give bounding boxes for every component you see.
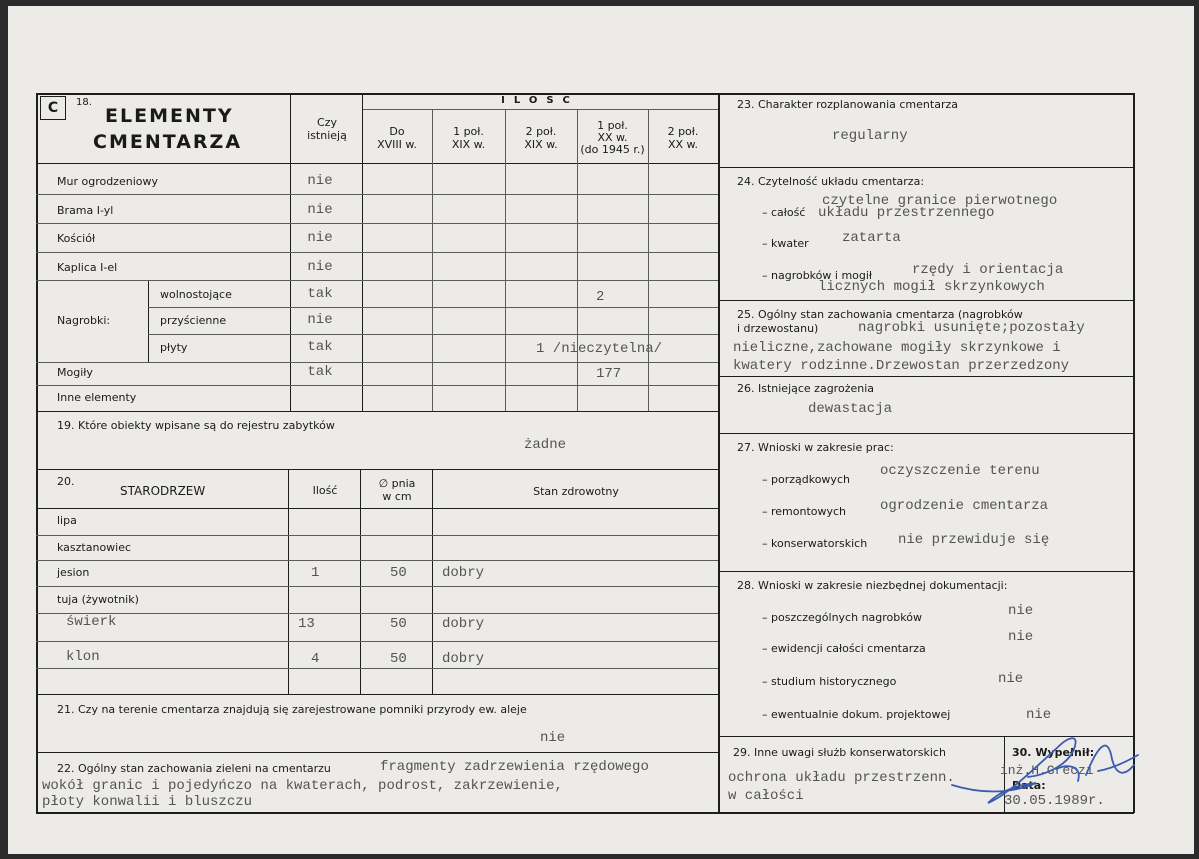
q24-calosc-l2: układu przestrzennego — [818, 205, 995, 221]
q30-label: 30. Wypełnił: — [1012, 746, 1095, 759]
q27-item-porzadkowych-value: oczyszczenie terenu — [880, 463, 1040, 479]
row-exists-brama: nie — [307, 202, 333, 218]
nagrobki-sub-wolnostojace: wolnostojące — [160, 288, 232, 301]
tree-name-tuja: tuja (żywotnik) — [57, 593, 139, 606]
q20-col-pnia — [362, 477, 432, 503]
row-label-mur: Mur ogrodzeniowy — [57, 175, 158, 188]
q24-kwater-label: – kwater — [762, 237, 809, 250]
q24-calosc-l1: czytelne granice pierwotnego — [822, 193, 1058, 209]
q20-col-pnia-l2: w cm — [382, 490, 412, 503]
nagrobki-sub-plyty: płyty — [160, 341, 188, 354]
q26-label: 26. Istniejące zagrożenia — [737, 382, 875, 395]
q22-label: 22. Ogólny stan zachowania zieleni na cmentarzu — [57, 762, 331, 775]
q28-item-nagrobkow-label: – poszczególnych nagrobków — [762, 611, 922, 624]
q29-line1: ochrona układu przestrzenn. — [728, 770, 955, 786]
tree-name-kasztanowiec: kasztanowiec — [57, 541, 132, 554]
q25-line2: nieliczne,zachowane mogiły skrzynkowe i — [733, 340, 1061, 356]
period-col-5-l2: XX w. — [667, 138, 699, 151]
q28-item-nagrobkow-value: nie — [1008, 603, 1034, 619]
period-col-1-l1: Do — [389, 125, 405, 138]
czy-header-line1: Czy — [317, 116, 337, 129]
q24-calosc-label: – całość — [762, 206, 806, 219]
period-col-2 — [432, 125, 505, 151]
nagrobki-count-wolnostojace: 2 — [596, 289, 605, 305]
q25-line1: nagrobki usunięte;pozostały — [858, 320, 1085, 336]
row-exists-mogily: tak — [307, 364, 333, 380]
period-col-1 — [362, 125, 432, 151]
q29-label: 29. Inne uwagi służb konserwatorskich — [733, 746, 946, 759]
q22-line3: płoty konwalii i bluszczu — [42, 794, 253, 810]
q28-item-studium-label: – studium historycznego — [762, 675, 897, 688]
q29-line2: w całości — [728, 788, 804, 804]
q25-label-l1: 25. Ogólny stan zachowania cmentarza (nagrobków — [737, 308, 1023, 321]
q24-nagrobkow-l1: rzędy i orientacja — [912, 262, 1064, 278]
section-title-line1: ELEMENTY — [105, 105, 234, 127]
q24-nagrobkow-label: – nagrobków i mogił — [762, 269, 873, 282]
period-col-4 — [577, 120, 648, 156]
tree-name-swierk: świerk — [66, 614, 117, 630]
q23-label: 23. Charakter rozplanowania cmentarza — [737, 98, 958, 111]
q27-item-konserwatorskich-label: – konserwatorskich — [762, 537, 868, 550]
period-col-3 — [505, 125, 577, 151]
q22-line1: fragmenty zadrzewienia rzędowego — [380, 759, 649, 775]
q28-item-ewidencji-value: nie — [1008, 629, 1034, 645]
section-title-line2: CMENTARZA — [93, 131, 243, 153]
nagrobki-exists-wolnostojace: tak — [307, 286, 333, 302]
row-count-mogily: 177 — [596, 366, 622, 382]
row-exists-kaplica: nie — [307, 259, 333, 275]
q28-item-studium-value: nie — [998, 671, 1024, 687]
nagrobki-count-plyty: 1 /nieczytelna/ — [536, 341, 663, 357]
q20-col-stan: Stan zdrowotny — [533, 485, 619, 498]
tree-diameter-swierk: 50 — [390, 616, 407, 632]
tree-count-klon: 4 — [311, 651, 320, 667]
q27-item-konserwatorskich-value: nie przewiduje się — [898, 532, 1050, 548]
period-col-5-l1: 2 poł. — [667, 125, 699, 138]
ilosc-header: ILOŚĆ — [501, 95, 579, 106]
tree-count-swierk: 13 — [298, 616, 315, 632]
q21-label: 21. Czy na terenie cmentarza znajdują się zarejestrowane pomniki przyrody ew. aleje — [57, 703, 527, 716]
tree-name-klon: klon — [66, 649, 100, 665]
q20-col-pnia-l1: ∅ pnia — [378, 477, 416, 490]
q20-number: 20. — [57, 475, 75, 488]
q27-item-porzadkowych-label: – porządkowych — [762, 473, 850, 486]
tree-diameter-klon: 50 — [390, 651, 407, 667]
period-col-3-l2: XIX w. — [524, 138, 558, 151]
tree-name-jesion: jesion — [57, 566, 90, 579]
q22-line2: wokół granic i pojedyńczo na kwaterach, podrost, zakrzewienie, — [42, 778, 563, 794]
period-col-4-l3: (do 1945 r.) — [580, 143, 645, 156]
row-exists-kosciol: nie — [307, 230, 333, 246]
nagrobki-exists-przyscienne: nie — [307, 312, 333, 328]
q23-value: regularny — [832, 128, 908, 144]
q27-item-remontowych-value: ogrodzenie cmentarza — [880, 498, 1049, 514]
row-label-brama: Brama I-yl — [57, 204, 114, 217]
q28-item-ewidencji-label: – ewidencji całości cmentarza — [762, 642, 926, 655]
q27-label: 27. Wnioski w zakresie prac: — [737, 441, 894, 454]
tree-name-lipa: lipa — [57, 514, 77, 527]
q24-kwater-value: zatarta — [842, 230, 901, 246]
q25-label-l2: i drzewostanu) — [737, 322, 819, 335]
q20-col-ilosc: Ilość — [312, 484, 338, 497]
handwritten-signature — [948, 725, 1158, 815]
q30-data-label: Data: — [1012, 779, 1046, 792]
tree-health-jesion: dobry — [442, 565, 485, 581]
q27-item-remontowych-label: – remontowych — [762, 505, 847, 518]
tree-health-klon: dobry — [442, 651, 485, 667]
q28-item-projektowej-value: nie — [1026, 707, 1052, 723]
period-col-3-l1: 2 poł. — [525, 125, 557, 138]
q24-label: 24. Czytelność układu cmentarza: — [737, 175, 925, 188]
q24-nagrobkow-l2: licznych mogił skrzynkowych — [818, 279, 1045, 295]
period-col-2-l1: 1 poł. — [453, 125, 484, 138]
tree-health-swierk: dobry — [442, 616, 485, 632]
period-col-4-l2: XX w. — [597, 131, 628, 144]
czy-header-line2: istnieją — [307, 129, 347, 142]
section-letter-box: C — [40, 96, 66, 120]
row-label-mogily: Mogiły — [57, 366, 93, 379]
q28-label: 28. Wnioski w zakresie niezbędnej dokumentacji: — [737, 579, 1008, 592]
q30-date: 30.05.1989r. — [1004, 793, 1105, 809]
tree-count-jesion: 1 — [311, 565, 320, 581]
row-exists-mur: nie — [307, 173, 333, 189]
q19-label: 19. Które obiekty wpisane są do rejestru zabytków — [57, 419, 335, 432]
period-col-5 — [648, 125, 718, 151]
nagrobki-exists-plyty: tak — [307, 339, 333, 355]
q19-value: żadne — [524, 437, 567, 453]
q26-value: dewastacja — [808, 401, 893, 417]
period-col-2-l2: XIX w. — [451, 138, 486, 151]
q20-title: STARODRZEW — [120, 484, 206, 498]
period-col-1-l2: XVIII w. — [377, 138, 417, 151]
q21-value: nie — [540, 730, 566, 746]
nagrobki-sub-przyscienne: przyścienne — [160, 314, 227, 327]
nagrobki-label: Nagrobki: — [57, 314, 111, 327]
q25-line3: kwatery rodzinne.Drzewostan przerzedzony — [733, 358, 1070, 374]
field-number-18: 18. — [76, 97, 92, 108]
q30-name: inż.H.Greczi — [1000, 763, 1094, 778]
row-label-kosciol: Kościół — [57, 232, 96, 245]
tree-diameter-jesion: 50 — [390, 565, 407, 581]
q28-item-projektowej-label: – ewentualnie dokum. projektowej — [762, 708, 951, 721]
period-col-4-l1: 1 poł. — [597, 119, 628, 132]
row-label-inne: Inne elementy — [57, 391, 137, 404]
row-label-kaplica: Kaplica I-el — [57, 261, 118, 274]
